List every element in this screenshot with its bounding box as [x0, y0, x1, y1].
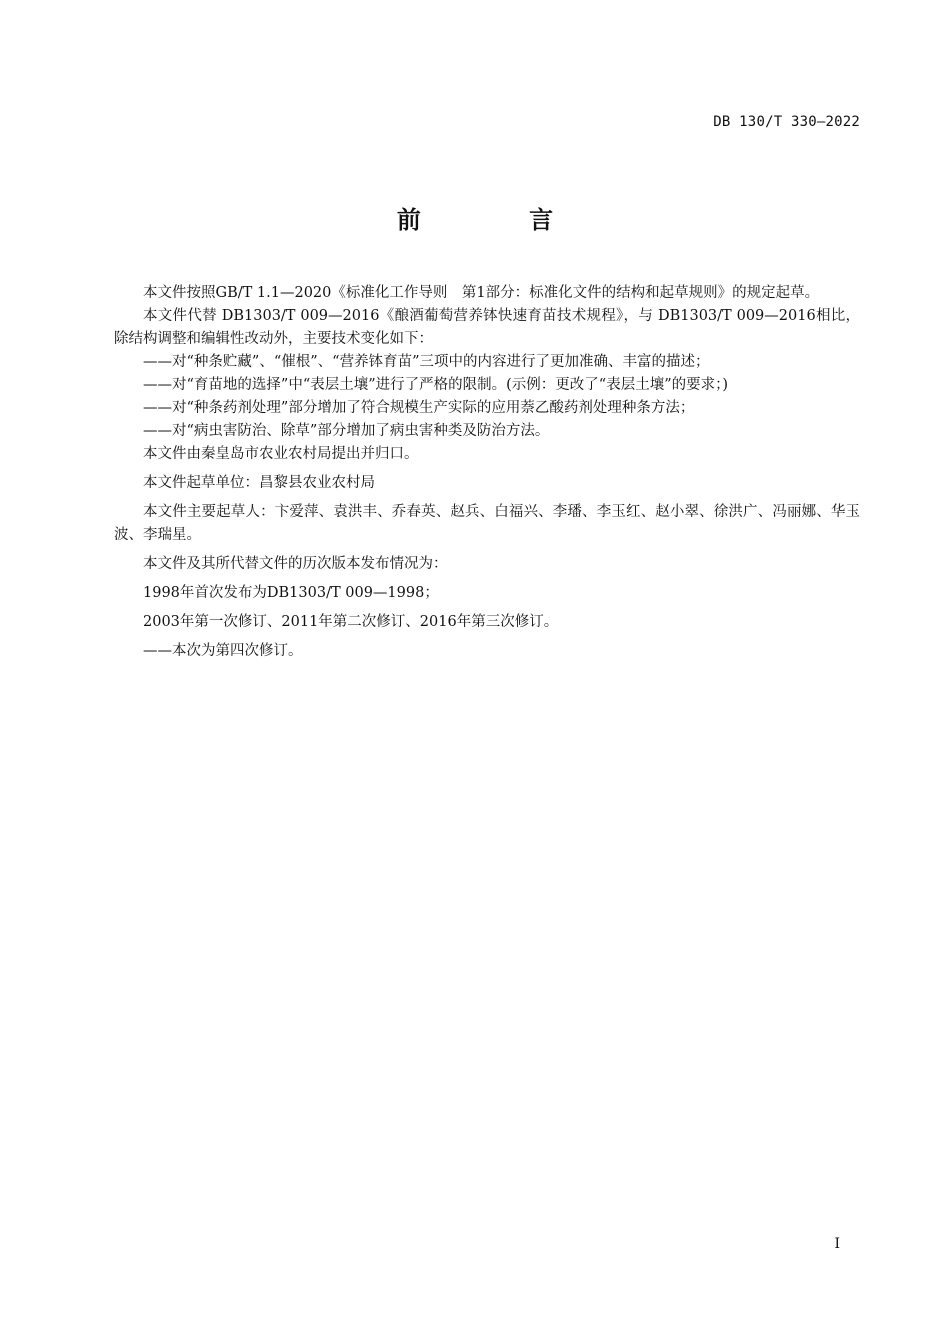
page-title: 前 言	[396, 206, 604, 234]
paragraph-drafters: 本文件主要起草人：卞爱萍、袁洪丰、乔春英、赵兵、白福兴、李璠、李玉红、赵小翠、徐洪广、冯丽娜、华玉波、李瑞星。	[114, 504, 860, 543]
version-item: ——本次为第四次修订。	[143, 643, 303, 659]
paragraph-drafting-rule: 本文件按照GB/T 1.1—2020《标准化工作导则 第1部分：标准化文件的结构和起草规则》的规定起草。	[143, 285, 820, 301]
change-item: ——对“种条药剂处理”部分增加了符合规模生产实际的应用萘乙酸药剂处理种条方法；	[143, 400, 695, 416]
paragraph-version-history: 本文件及其所代替文件的历次版本发布情况为：	[143, 556, 448, 572]
paragraph-proposer: 本文件由秦皇岛市农业农村局提出并归口。	[143, 446, 419, 462]
document-code: DB 130/T 330—2022	[713, 114, 860, 130]
change-item: ——对“育苗地的选择”中“表层土壤”进行了严格的限制。(示例：更改了“表层土壤”的要求；)	[143, 377, 729, 393]
version-item: 1998年首次发布为DB1303/T 009—1998；	[143, 585, 439, 601]
change-item: ——对“种条贮藏”、“催根”、“营养钵育苗”三项中的内容进行了更加准确、丰富的描述；	[143, 354, 710, 370]
paragraph-replacement: 本文件代替 DB1303/T 009—2016《酿酒葡萄营养钵快速育苗技术规程》，与 DB1303/T 009—2016相比，除结构调整和编辑性改动外，主要技术变化如下：	[114, 308, 860, 347]
page-number: I	[834, 1236, 840, 1252]
change-item: ——对“病虫害防治、除草”部分增加了病虫害种类及防治方法。	[143, 423, 550, 439]
version-item: 2003年第一次修订、2011年第二次修订、2016年第三次修订。	[143, 614, 559, 630]
foreword-body	[114, 282, 860, 663]
paragraph-drafting-unit: 本文件起草单位：昌黎县农业农村局	[143, 475, 375, 491]
